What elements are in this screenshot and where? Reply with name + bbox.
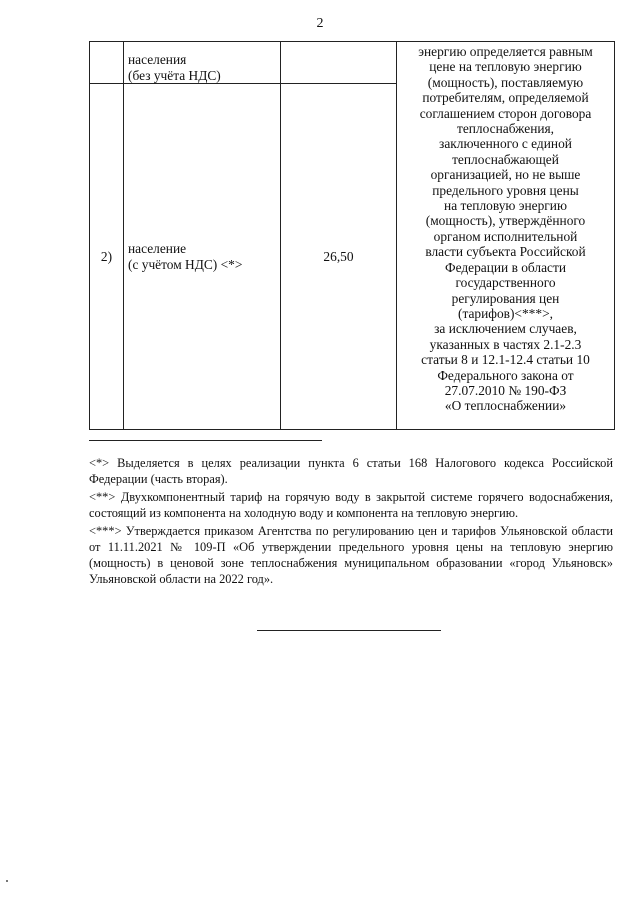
consumer-name-cell — [124, 42, 281, 84]
note-line: теплоснабжения, — [456, 121, 555, 137]
page-number: 2 — [316, 16, 324, 31]
consumer-name-line: населения — [128, 52, 187, 68]
footnote-separator — [89, 440, 322, 441]
note-line: (тарифов)<***>, — [458, 305, 553, 321]
note-line: (мощность), утверждённого — [425, 213, 586, 229]
consumer-name-line: (с учётом НДС) <*> — [128, 256, 243, 272]
tariff-value-cell: 26,50 — [281, 84, 397, 430]
footnote: <**> Двухкомпонентный тариф на горячую воду в закрытой системе горячего водоснабжения, состоящий из компонента на холодную воду и компонента на тепловую энергию. — [89, 490, 613, 520]
note-line: организацией, но не выше — [430, 167, 581, 183]
consumer-name-cell — [124, 84, 281, 430]
footnote: <*> Выделяется в целях реализации пункта 6 статьи 168 Налогового кодекса Российской Федерации (часть вторая). — [89, 456, 613, 486]
tariff-note-cell — [397, 42, 615, 430]
note-line: предельного уровня цены — [432, 182, 579, 198]
scan-speck — [6, 880, 8, 882]
note-line: 27.07.2010 № 190-ФЗ — [444, 382, 567, 398]
footnotes — [89, 455, 613, 589]
note-line: государственного — [455, 275, 556, 291]
note-line: на тепловую энергию — [444, 198, 567, 214]
note-line: за исключением случаев, — [434, 321, 577, 337]
footnote: <***> Утверждается приказом Агентства по регулированию цен и тарифов Ульяновской области от 11.11.2021 № 109-П «Об утверждении предельного уровня цены на тепловую энергию (мощность) в ценовой зоне теплоснабжения муниципальном образовании «город Ульяновск» Ульяновской области на 2022 год». — [89, 524, 613, 586]
note-line: регулирования цен — [451, 290, 560, 306]
note-line: статьи 8 и 12.1-12.4 статьи 10 — [421, 352, 590, 368]
tariff-table — [89, 41, 615, 430]
note-line: указанных в частях 2.1-2.3 — [429, 336, 582, 352]
tariff-value-cell — [281, 42, 397, 84]
note-line: Федерации в области — [444, 259, 567, 275]
note-line: органом исполнительной — [433, 228, 578, 244]
row-number-cell: 2) — [90, 84, 124, 430]
table-row — [90, 42, 615, 84]
note-line: (мощность), поставляемую — [427, 74, 584, 90]
consumer-name-line: население — [128, 241, 187, 257]
note-line: власти субъекта Российской — [425, 244, 586, 260]
note-line: заключенного с единой — [439, 136, 572, 152]
consumer-name-line: (без учёта НДС) — [128, 67, 221, 83]
note-line: потребителям, определяемой — [422, 90, 589, 106]
note-line: цене на тепловую энергию — [429, 59, 582, 75]
note-line: теплоснабжающей — [452, 151, 559, 167]
note-line: энергию определяется равным — [418, 44, 593, 59]
row-number-cell — [90, 42, 124, 84]
end-of-document-line — [257, 630, 441, 631]
note-line: «О теплоснабжении» — [444, 398, 567, 414]
note-line: Федерального закона от — [437, 367, 574, 383]
note-line: соглашением сторон договора — [419, 105, 592, 121]
